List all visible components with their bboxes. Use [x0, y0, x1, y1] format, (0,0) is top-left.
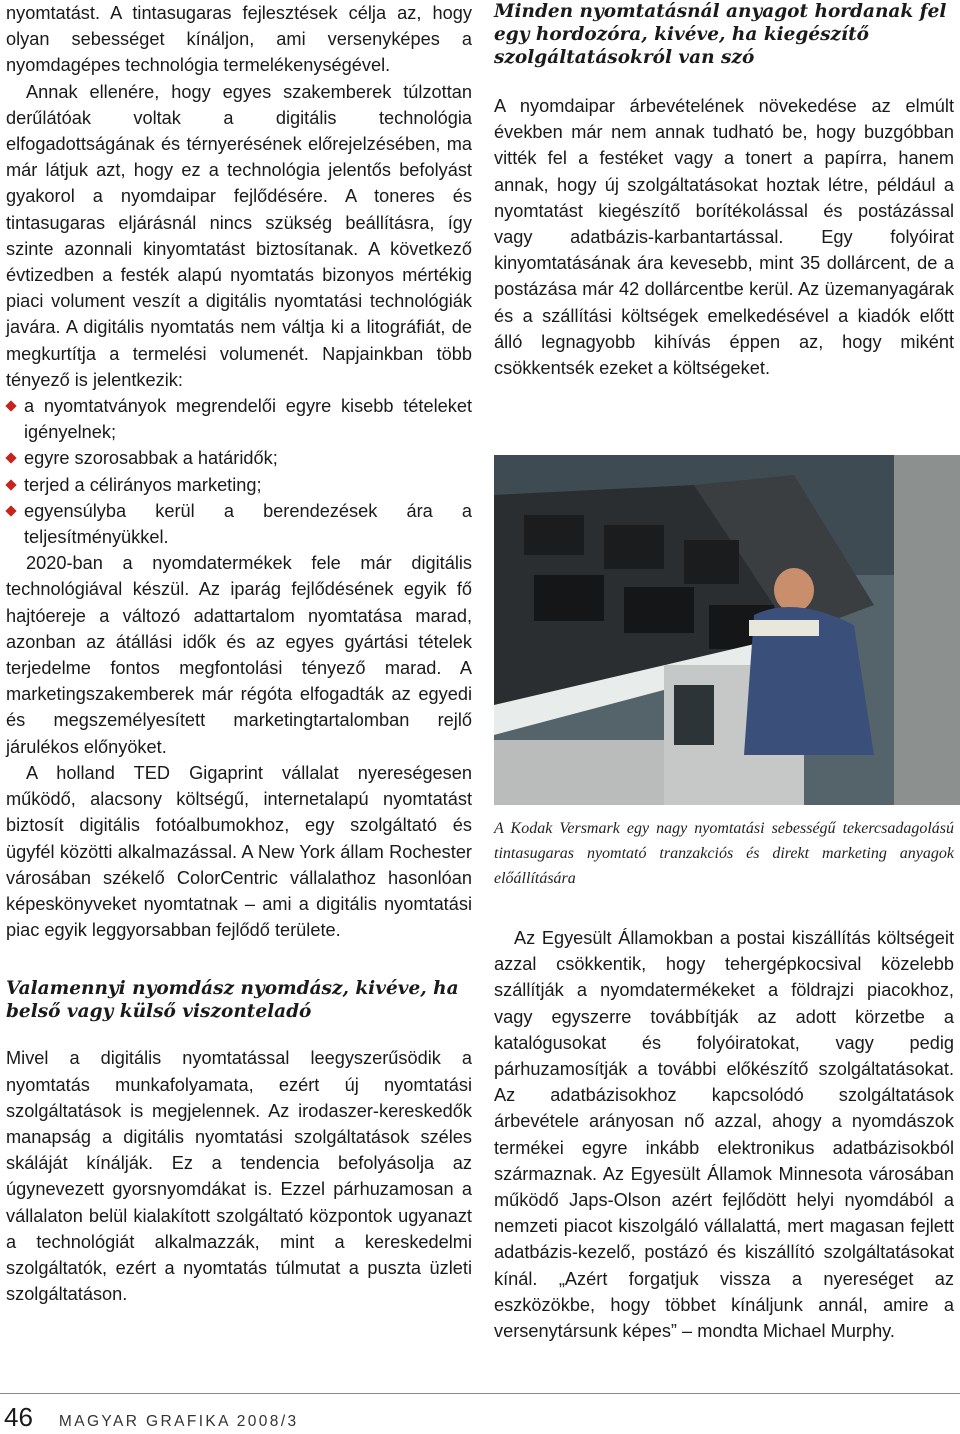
diamond-bullet-icon — [5, 453, 16, 464]
right-column — [494, 0, 954, 381]
page-number: 46 — [4, 1402, 33, 1432]
printer-illustration — [494, 455, 960, 805]
diamond-bullet-icon — [5, 505, 16, 516]
left-paragraph-2: Annak ellenére, hogy egyes szakemberek túlzottan derűlátóak voltak a digitális technológia elfogadottságának és térnyerésének előrejelzésében, ma már látjuk azt, hogy ez a technológia jelentős befolyást gyakorol a nyomdaipar fejlődésére. A toneres és tintasugaras eljárásnál nincs szükség beállításra, így szinte azonnali kinyomtatást biztosítanak. A következő évtizedben a festék alapú nyomtatás bizonyos mértékig piaci volument veszít a digitális nyomtatási technológiák javára. A digitális nyomtatás nem váltja ki a litográfiát, de megkurtítja a termelési volumenét. Napjainkban több tényező is jelentkezik: — [6, 81, 472, 390]
section-heading-reseller: Valamennyi nyomdász nyomdász, kivéve, ha belső vagy külső viszonteladó — [6, 978, 459, 1023]
left-paragraph-1: nyomtatást. A tintasugaras fejlesztések célja az, hogy olyan sebességet kínáljon, ami versenyképes a nyomdagépes technológia termelékenységével. — [6, 3, 472, 76]
list-item-text: egyensúlyba kerül a berendezések ára a teljesítményükkel. — [24, 500, 472, 548]
magazine-title: MAGYAR GRAFIKA 2008/3 — [58, 1413, 299, 1430]
page-footer — [4, 1402, 299, 1433]
diamond-bullet-icon — [5, 400, 16, 411]
list-item — [6, 445, 472, 471]
kodak-versamark-photo — [494, 455, 960, 805]
diamond-bullet-icon — [5, 479, 16, 490]
left-paragraph-5: Mivel a digitális nyomtatással leegyszerűsödik a nyomtatás munkafolyamata, ezért új nyomtatási szolgáltatások is megjelennek. Az irodaszer-kereskedők manapság a digitális nyomtatási szolgáltatások széles skáláját kínálják. Ez a tendencia befolyásolja az úgynevezett gyorsnyomdákat is. Ezzel párhuzamosan a vállalaton belül kialakított szolgáltató központok ugyanazt a technológiát alkalmazzák, mint a kereskedelmi szolgáltatók, ezért a nyomtatás túlmutat a puszta üzleti szolgáltatáson. — [6, 1048, 472, 1305]
footer-divider — [0, 1393, 960, 1394]
photo-caption: A Kodak Versmark egy nagy nyomtatási sebességű tekercsadagolású tintasugaras nyomtató tranzakciós és direkt marketing anyagok előállítására — [494, 820, 954, 887]
section-heading-services: Minden nyomtatásnál anyagot hordanak fel egy hordozóra, kivéve, ha kiegészítő szolgáltatásokról van szó — [494, 1, 947, 68]
left-paragraph-4: A holland TED Gigaprint vállalat nyereségesen működő, alacsony költségű, internetalapú nyomtatást biztosít digitális fotóalbumokhoz, egy szolgáltató és ügyfél közötti alkalmazással. A New York állam Rochester városában székelő ColorCentric vállalathoz hasonlóan képeskönyveket nyomtatnak – ami a digitális nyomtatási piac egyik leggyorsabban fejlődő területe. — [6, 762, 472, 941]
right-paragraph-1: A nyomdaipar árbevételének növekedése az elmúlt években már nem annak tudható be, hogy buzgóbban vitték fel a festéket vagy a tonert a papírra, hanem annak, hogy új szolgáltatásokat hoztak létre, például a nyomtatást kiegészítő borítékolással és postázással vagy adatbázis-karbantartással. Egy folyóirat kinyomtatásának ára kevesebb, mint 35 dollárcent, de a postázása már 42 dollárcentbe kerül. Az üzemanyagárak és a szállítási költségek emelkedésével a kiadók előtt álló legnagyobb kihívás éppen az, hogy miként csökkentsék ezeket a költségeket. — [494, 96, 954, 379]
list-item-text: terjed a célirányos marketing; — [24, 474, 262, 495]
left-column — [6, 0, 472, 1307]
right-paragraph-2: Az Egyesült Államokban a postai kiszállítás költségeit azzal csökkentik, hogy tehergépkocsival közelebb szállítják a nyomdatermékeket a földrajzi piacokhoz, vagy egyszerre továbbítják az adott körzetbe a katalógusokat és folyóiratokat, vagy pedig párhuzamosítják a további előkészítő szolgáltatásokat. Az adatbázisokhoz kapcsolódó szolgáltatások árbevétele arányosan nő azzal, ahogy a nyomdászok termékei egyre inkább elektronikus adatbázisokból származnak. Az Egyesült Államok Minnesota városában működő Japs-Olson azért fejlődött helyi nyomdából a nemzeti piacot kiszolgáló vállalattá, mert magasan fejlett adatbázis-kezelő, postázó és kiszállító szolgáltatásokat kínál. „Azért forgatjuk vissza a nyereséget az eszközökbe, hogy többet kínáljunk annál, amire a versenytársunk képes” – mondta Michael Murphy. — [494, 928, 954, 1342]
factor-list — [6, 393, 472, 550]
right-column-lower — [494, 816, 954, 1344]
list-item-text: egyre szorosabbak a határidők; — [24, 448, 278, 469]
list-item — [6, 472, 472, 498]
list-item — [6, 498, 472, 550]
list-item — [6, 393, 472, 445]
list-item-text: a nyomtatványok megrendelői egyre kisebb tételeket igényelnek; — [24, 396, 472, 443]
left-paragraph-3: 2020-ban a nyomdatermékek fele már digitális technológiával készül. Az iparág fejlődésének egyik fő hajtóereje a változó adattartalom nyomtatása marad, azonban az átállási idők és az egyes gyártási tételek terjedelme fontos megfontolási tényező marad. A marketingszakemberek már régóta elfogadták az egyedi és megszemélyesített marketingtartalomban rejlő járulékos előnyöket. — [6, 553, 472, 757]
